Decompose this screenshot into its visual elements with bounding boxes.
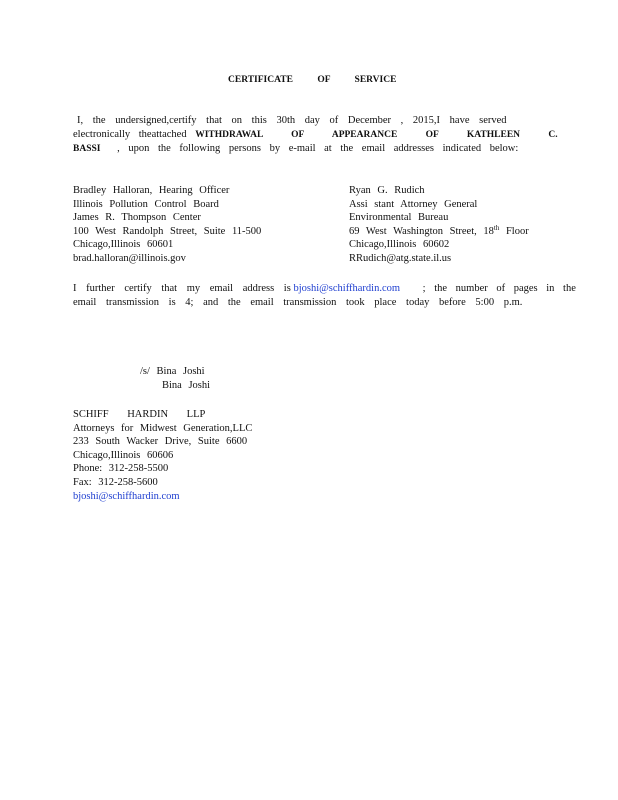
further-line-2: email transmission is 4; and the email transmission took place today before 5:00 p.m.: [73, 296, 523, 308]
firm-city: Chicago,Illinois 60606: [73, 449, 174, 461]
firm-phone: Phone: 312-258-5500: [73, 463, 169, 475]
signature-line: /s/ Bina Joshi: [140, 366, 205, 377]
signatory-name: Bina Joshi: [162, 380, 211, 391]
recipient-left-line: Bradley Halloran, Hearing Officer: [73, 185, 230, 196]
recipient-left-line: Chicago,Illinois 60601: [73, 239, 174, 251]
recipient-right-street: [349, 225, 529, 239]
recipient-left: [73, 184, 261, 266]
firm-email-link[interactable]: bjoshi@schiffhardin.com: [293, 283, 401, 294]
recipient-left-line: Illinois Pollution Control Board: [73, 198, 219, 210]
firm-address: 233 South Wacker Drive, Suite 6600: [73, 436, 248, 448]
street-text: 69 West Washington Street, 18: [349, 225, 494, 237]
recipient-right-city: Chicago,Illinois 60602: [349, 239, 450, 251]
document-name: WITHDRAWAL OF APPEARANCE OF KATHLEEN C.: [195, 129, 558, 140]
recipient-right-email[interactable]: RRudich@atg.state.il.us: [349, 252, 452, 264]
recipient-left-line: James R. Thompson Center: [73, 212, 201, 224]
recipient-left-line: 100 West Randolph Street, Suite 11-500: [73, 225, 262, 237]
recipient-left-email[interactable]: brad.halloran@illinois.gov: [73, 252, 186, 264]
firm-line: Attorneys for Midwest Generation,LLC: [73, 422, 253, 434]
intro-line-2: [73, 128, 558, 143]
firm-email[interactable]: bjoshi@schiffhardin.com: [73, 490, 180, 502]
further-line-1-end: ; the number of pages in the: [422, 283, 576, 294]
recipient-right: [349, 184, 529, 266]
firm-block: [73, 408, 252, 503]
recipient-right-bureau: Environmental Bureau: [349, 212, 449, 224]
street-superscript: th: [493, 223, 500, 232]
intro-line-3: [73, 142, 533, 157]
document-name-cont: BASSI: [73, 144, 101, 155]
recipient-right-name: Ryan G. Rudich: [349, 185, 425, 196]
further-line-1: [73, 282, 576, 296]
document-title: CERTIFICATE OF SERVICE: [228, 75, 397, 85]
intro-paragraph: [73, 114, 558, 157]
intro-line-3-text: , upon the following persons by e-mail at the email addresses indicated below:: [117, 143, 519, 155]
further-paragraph: [73, 282, 576, 309]
street-floor: Floor: [505, 225, 529, 237]
intro-line-2-text: electronically theattached: [73, 128, 187, 140]
recipient-right-title: Assi stant Attorney General: [349, 198, 478, 210]
further-line-1-text: I further certify that my email address is: [73, 283, 291, 294]
intro-line-1: I, the undersigned,certify that on this 30th day of December , 2015,I have served: [77, 115, 507, 126]
firm-fax: Fax: 312-258-5600: [73, 476, 158, 488]
firm-name: SCHIFF HARDIN LLP: [73, 409, 206, 420]
